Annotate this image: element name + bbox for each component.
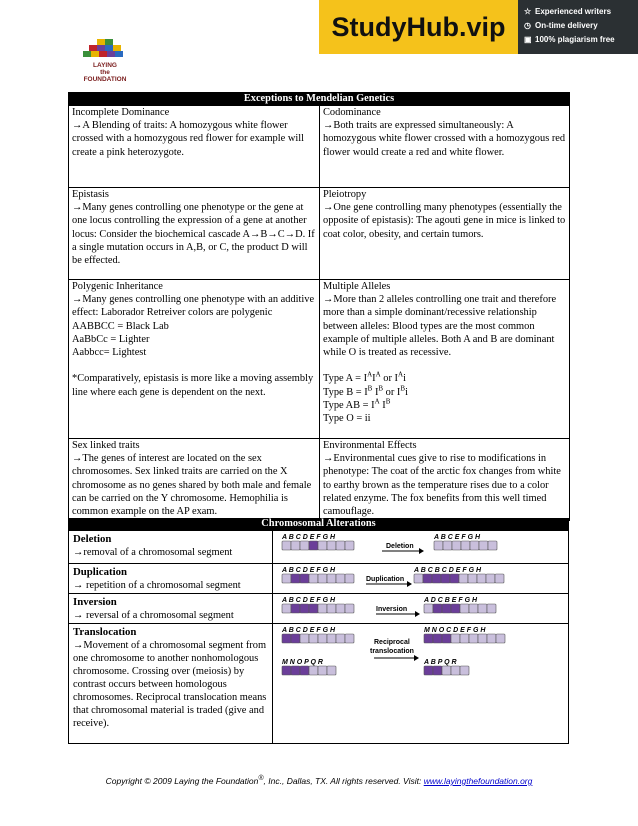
- chromosome-segment: [318, 541, 327, 550]
- copyright-footer: Copyright © 2009 Laying the Foundation®, Inc., Dallas, TX. All rights reserved. Visit: www.layingthefoundation.org: [105, 775, 533, 786]
- chromosome-labels: A B C B C D E F G H: [414, 567, 482, 574]
- chromosome-segment: [423, 574, 432, 583]
- chromosome-segment: [291, 604, 300, 613]
- chromosome-segment: [309, 604, 318, 613]
- chromosome-segment: [469, 634, 478, 643]
- arrow-icon: →: [250, 228, 261, 240]
- chromosome-labels: A D C B E F G H: [424, 597, 478, 604]
- chromosome-segment: [451, 634, 460, 643]
- chromosome-segment: [459, 574, 468, 583]
- chromosome-segment: [327, 574, 336, 583]
- star-icon: ☆: [524, 7, 532, 16]
- duplication-original: [281, 567, 354, 583]
- chromosome-segment: [318, 634, 327, 643]
- feature-list: [524, 5, 615, 47]
- arrow-icon: →: [72, 453, 83, 465]
- inversion-diagram: [274, 594, 570, 623]
- duplication-result: [413, 567, 504, 583]
- translocation-result-1: [424, 627, 505, 643]
- deletion-original: [281, 534, 354, 550]
- duplication-row: Duplication → repetition of a chromosomal segment A B C D E F G H Duplication A B C B C D E F G H: [68, 564, 569, 594]
- chromosome-segment: [300, 666, 309, 675]
- chromosome-segment: [460, 604, 469, 613]
- chromosome-labels: A B P Q R: [424, 659, 457, 666]
- deletion-label: Deletion: [386, 543, 414, 550]
- multiple-alleles-cell: Multiple Alleles →More than 2 alleles controlling one trait and therefore more than a simple dominant/recessive relationship between alleles: Blood types are the most common example of multiple alleles. Both A and B are dominant while O is treated as recessive. Type $A = I^AI^A$ or $I^Ai$ Type $B = I^B$ $I^B$ or $I^Bi$ Type AB = $I^A$ $I^B$ Type O = ii: [320, 280, 570, 439]
- arrow-icon: →: [73, 640, 84, 651]
- duplication-diagram: [274, 564, 570, 593]
- chromosome-segment: [336, 541, 345, 550]
- chromosome-segment: [282, 666, 291, 675]
- chromosome-segment: [318, 574, 327, 583]
- chromosome-segment: [451, 604, 460, 613]
- exceptions-table: [68, 92, 570, 521]
- inversion-label: Inversion: [376, 606, 408, 613]
- blood-type-o: Type O = ii: [323, 413, 371, 425]
- chromosome-segment: [309, 541, 318, 550]
- chromosome-segment: [442, 666, 451, 675]
- environmental-cell: Environmental Effects →Environmental cues give to rise to modifications in phenotype: The coat of the arctic fox changes from white to earthy brown as the temperature rises due to a color related enzyme. The fox benefits from this well timed camouflage.: [320, 439, 570, 521]
- chromosome-segment: [300, 634, 309, 643]
- chromosome-segment: [486, 574, 495, 583]
- chromosome-segment: [345, 604, 354, 613]
- translocation-arrow: [374, 655, 419, 661]
- chromosome-segment: [336, 574, 345, 583]
- chromosome-segment: [300, 604, 309, 613]
- chromosome-segment: [460, 634, 469, 643]
- inversion-result: [423, 597, 496, 613]
- deletion-diagram: [274, 531, 570, 563]
- chromosome-segment: [460, 666, 469, 675]
- chromosome-segment: [424, 604, 433, 613]
- deletion-result: [433, 534, 497, 550]
- chromosome-labels: A B C D E F G H: [282, 627, 336, 634]
- chromosome-segment: [443, 541, 452, 550]
- arrow-icon: →: [72, 294, 83, 306]
- arrow-icon: →: [323, 202, 334, 214]
- arrow-icon: →: [73, 580, 84, 591]
- chromosome-labels: A B C D E F G H: [282, 597, 336, 604]
- chromosome-segment: [336, 604, 345, 613]
- feature-item: ◷ On-time delivery: [524, 19, 615, 33]
- logo-blocks-icon: [74, 38, 136, 62]
- feature-item: ▣ 100% plagiarism free: [524, 33, 615, 47]
- arrow-icon: →: [73, 547, 84, 558]
- chromosome-segment: [432, 574, 441, 583]
- chromosome-segment: [300, 574, 309, 583]
- chromosome-segment: [282, 574, 291, 583]
- chromosome-labels: M N O P Q R: [282, 659, 323, 666]
- blood-type-ab: Type AB = $I^A$ $I^B$: [323, 397, 391, 411]
- blood-type-a: Type $A = I^AI^A$ or $I^Ai$: [323, 370, 406, 385]
- arrow-icon: →: [72, 202, 83, 214]
- chromosome-labels: A B C E F G H: [434, 534, 481, 541]
- chromosome-segment: [479, 541, 488, 550]
- chromosome-segment: [424, 634, 433, 643]
- brand-name[interactable]: StudyHub.vip: [319, 0, 518, 54]
- chromosome-labels: A B C D E F G H: [282, 567, 336, 574]
- inversion-row: Inversion → reversal of a chromosomal segment A B C D E F G H Inversion A D C B E F G H: [68, 594, 569, 624]
- chromosome-segment: [442, 604, 451, 613]
- chromosome-segment: [487, 634, 496, 643]
- clock-icon: ◷: [524, 21, 531, 30]
- chromosome-segment: [433, 666, 442, 675]
- chromosome-labels: M N O C D E F G H: [424, 627, 486, 634]
- chromosome-segment: [282, 541, 291, 550]
- sex-linked-cell: Sex linked traits →The genes of interest are located on the sex chromosomes. Sex linked traits are carried on the X chromosome as no genes shared by both male and female can be carried on the Y chromosome. Hemophilia is common example on the AP exam.: [69, 439, 320, 521]
- translocation-label: translocation: [370, 648, 414, 655]
- chromosome-segment: [477, 574, 486, 583]
- arrow-icon: →: [267, 228, 278, 240]
- document-icon: ▣: [524, 35, 532, 44]
- blood-type-b: Type $B = I^B$ $I^B$ or $I^Bi$: [323, 384, 408, 398]
- translocation-original-1: [281, 627, 354, 643]
- chromosome-segment: [461, 541, 470, 550]
- inversion-original: [281, 597, 354, 613]
- chromosome-segment: [478, 604, 487, 613]
- chromosome-segment: [441, 574, 450, 583]
- deletion-row: Deletion →removal of a chromosomal segment A B C D E F G H Deletion A B C E F G H: [68, 530, 569, 564]
- chromosome-segment: [433, 604, 442, 613]
- logo-text: LAYING the FOUNDATION: [83, 62, 127, 83]
- chromosome-segment: [345, 574, 354, 583]
- feature-item: ☆ Experienced writers: [524, 5, 615, 19]
- chromosomal-alterations: [68, 518, 569, 744]
- chromosome-segment: [468, 574, 477, 583]
- chromosome-segment: [488, 541, 497, 550]
- chromosome-segment: [424, 666, 433, 675]
- translocation-diagram: [274, 624, 570, 743]
- pleiotropy-cell: Pleiotropy →One gene controlling many phenotypes (essentially the opposite of epistasis): The agouti gene in mice is linked to coat color, obesity, and certain tumors.: [320, 188, 570, 280]
- chromosome-segment: [291, 574, 300, 583]
- chromosome-segment: [282, 634, 291, 643]
- chromosome-segment: [336, 634, 345, 643]
- chromosome-segment: [470, 541, 479, 550]
- arrow-icon: →: [284, 228, 296, 240]
- translocation-label: Reciprocal: [374, 639, 410, 646]
- chromosome-segment: [345, 634, 354, 643]
- chromosome-segment: [327, 666, 336, 675]
- chromosome-segment: [345, 541, 354, 550]
- arrow-icon: →: [323, 453, 334, 465]
- chromosome-segment: [282, 604, 291, 613]
- alterations-title: Chromosomal Alterations: [68, 518, 569, 530]
- chromosome-segment: [433, 634, 442, 643]
- codominance-cell: Codominance →Both traits are expressed simultaneously: A homozygous white flower crossed with a homozygous red flower would create a red and white flower.: [320, 106, 570, 188]
- chromosome-segment: [496, 634, 505, 643]
- chromosome-segment: [309, 666, 318, 675]
- chromosome-segment: [291, 634, 300, 643]
- translocation-original-2: [282, 659, 336, 675]
- incomplete-dominance-cell: Incomplete Dominance →A Blending of traits: A homozygous white flower crossed with a homozygous red flower for example will create a pink heterozygote.: [69, 106, 320, 188]
- foundation-logo: [74, 38, 136, 82]
- chromosome-segment: [452, 541, 461, 550]
- chromosome-segment: [434, 541, 443, 550]
- arrow-icon: →: [323, 120, 334, 132]
- chromosome-segment: [451, 666, 460, 675]
- table-title: Exceptions to Mendelian Genetics: [69, 93, 570, 106]
- chromosome-segment: [327, 634, 336, 643]
- chromosome-segment: [469, 604, 478, 613]
- arrow-icon: →: [72, 120, 83, 132]
- chromosome-segment: [414, 574, 423, 583]
- chromosome-segment: [450, 574, 459, 583]
- epistasis-cell: Epistasis →Many genes controlling one phenotype or the gene at one locus controlling the expression of a gene at another locus: Consider the biochemical cascade A→B→C→D. If a single mutation occurs in A,B, or C, the product D will be effected.: [69, 188, 320, 280]
- foundation-link[interactable]: www.layingthefoundation.org: [423, 776, 533, 786]
- chromosome-segment: [300, 541, 309, 550]
- chromosome-segment: [327, 604, 336, 613]
- arrow-icon: →: [73, 610, 84, 621]
- chromosome-segment: [291, 541, 300, 550]
- chromosome-segment: [327, 541, 336, 550]
- translocation-result-2: [423, 659, 469, 675]
- chromosome-segment: [442, 634, 451, 643]
- chromosome-segment: [291, 666, 300, 675]
- promo-banner[interactable]: [319, 0, 638, 54]
- duplication-label: Duplication: [366, 576, 405, 583]
- arrow-icon: →: [323, 294, 334, 306]
- chromosome-segment: [478, 634, 487, 643]
- translocation-row: Translocation →Movement of a chromosomal segment from one chromosome to another nonhomologous chromosome. Crossing over (meiosis) by contrast occurs between homologous chromosomes. Reciprocal translocation means that chromosomal material is traded (give and receive). A B C D E F G H M N O C D E F G H Reciprocal translocation M N O P Q R A B P Q R: [68, 624, 569, 744]
- polygenic-cell: Polygenic Inheritance →Many genes controlling one phenotype with an additive effect: Laborador Retreiver colors are polygenic AABBCC = Black Lab AaBbCc = Lighter Aabbcc= Lightest *Comparatively, epistasis is more like a moving assembly line where each gene is dependent on the next.: [69, 280, 320, 439]
- chromosome-segment: [318, 666, 327, 675]
- chromosome-segment: [487, 604, 496, 613]
- chromosome-segment: [495, 574, 504, 583]
- chromosome-segment: [309, 634, 318, 643]
- chromosome-segment: [309, 574, 318, 583]
- chromosome-segment: [318, 604, 327, 613]
- chromosome-labels: A B C D E F G H: [282, 534, 336, 541]
